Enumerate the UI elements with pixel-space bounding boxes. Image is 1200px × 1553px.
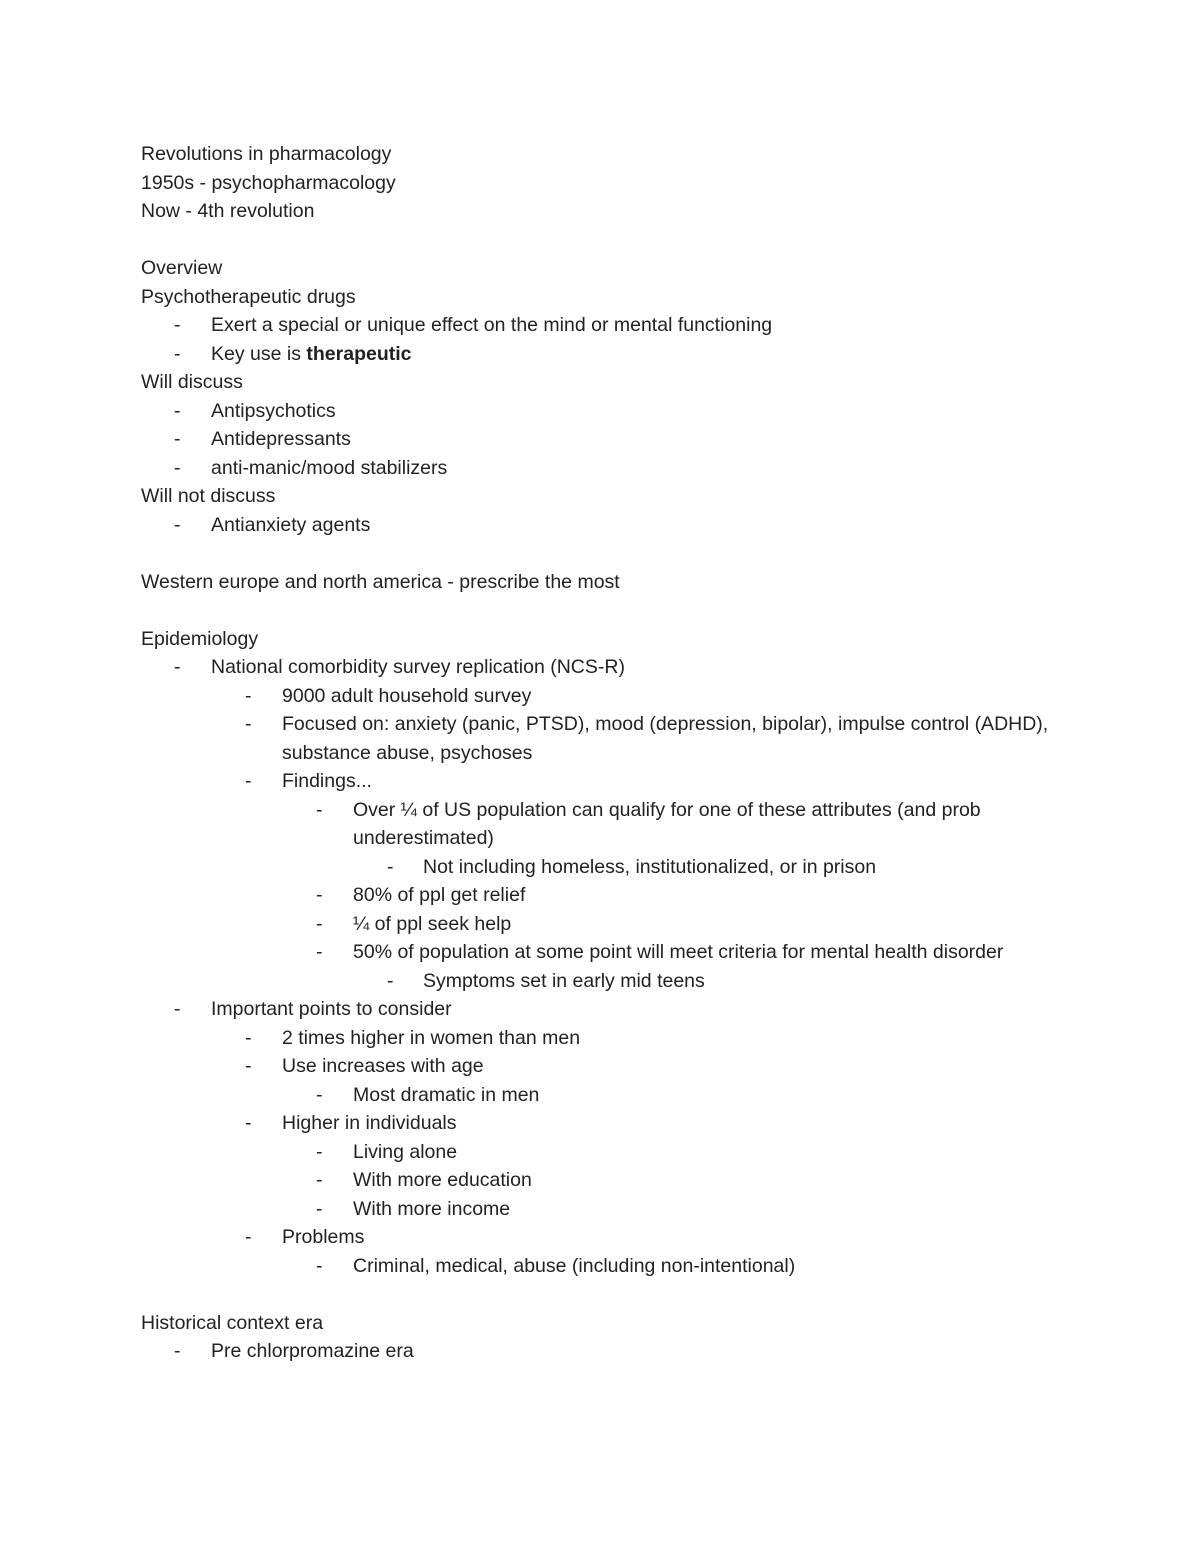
bullet-dash: -: [174, 314, 181, 336]
list-item-text: Important points to consider: [211, 998, 452, 1020]
list-item-text: With more education: [353, 1169, 532, 1191]
bullet-dash: -: [387, 855, 394, 878]
section-epidemiology: Epidemiology: [141, 627, 259, 650]
blank-line: [141, 539, 1061, 568]
list-item: [141, 1109, 1061, 1138]
list-item-text: 50% of population at some point will meet criteria for mental health disorder: [353, 941, 1004, 963]
list-item: [141, 653, 1061, 682]
list-item-text: Use increases with age: [282, 1055, 484, 1077]
bullet-dash: -: [245, 713, 252, 735]
bullet-dash: -: [174, 428, 181, 450]
list-item: [141, 1081, 1061, 1110]
heading-now: Now - 4th revolution: [141, 200, 315, 222]
bullet-dash: -: [316, 798, 323, 821]
list-item-text: National comorbidity survey replication (NCS-R): [211, 656, 625, 678]
blank-line: [141, 596, 1061, 625]
list-item: [141, 967, 1061, 996]
bullet-dash: -: [316, 1083, 323, 1106]
bullet-dash: -: [245, 684, 252, 707]
list-item-text: 9000 adult household survey: [282, 684, 532, 707]
list-item-text: Key use is: [211, 342, 307, 365]
list-item: [141, 425, 1061, 454]
bullet-dash: -: [174, 342, 181, 365]
list-item-text: Antianxiety agents: [211, 513, 371, 536]
bullet-dash: -: [245, 1055, 252, 1077]
subheading-will-not-discuss: Will not discuss: [141, 485, 276, 507]
list-item: [141, 454, 1061, 483]
paragraph-western: Western europe and north america - prescribe the most: [141, 570, 620, 593]
list-item: [141, 1166, 1061, 1195]
subheading-will-discuss: Will discuss: [141, 371, 243, 393]
bullet-dash: -: [174, 1340, 181, 1362]
bullet-dash: -: [174, 513, 181, 536]
list-item: [141, 995, 1061, 1024]
list-item-text: Over ¼ of US population can qualify for one of these attributes (and prob underestimated): [353, 798, 981, 849]
list-item-text: Symptoms set in early mid teens: [423, 969, 705, 992]
list-item: [141, 340, 1061, 369]
bullet-dash: -: [387, 969, 394, 992]
heading-revolutions: Revolutions in pharmacology: [141, 143, 392, 165]
bullet-dash: -: [174, 656, 181, 678]
bullet-dash: -: [245, 1026, 252, 1049]
blank-line: [141, 226, 1061, 255]
list-item: [141, 1337, 1061, 1366]
list-item: [141, 1252, 1061, 1281]
list-item: [141, 1052, 1061, 1081]
list-item-text: Not including homeless, institutionalized, or in prison: [423, 855, 877, 878]
heading-1950s: 1950s - psychopharmacology: [141, 171, 396, 194]
bullet-dash: -: [316, 1169, 323, 1191]
list-item-text: Antidepressants: [211, 428, 351, 450]
list-item-text: Exert a special or unique effect on the mind or mental functioning: [211, 314, 773, 336]
bullet-dash: -: [316, 884, 323, 906]
blank-line: [141, 1280, 1061, 1309]
list-item: [141, 938, 1061, 967]
list-item-text: 2 times higher in women than men: [282, 1026, 581, 1049]
list-item-text: Most dramatic in men: [353, 1083, 540, 1106]
bullet-dash: -: [316, 1197, 323, 1220]
list-item-text: ¼ of ppl seek help: [353, 912, 512, 935]
list-item: [141, 767, 1061, 796]
list-item: [141, 397, 1061, 426]
bullet-dash: -: [316, 1140, 323, 1163]
list-item-text: Pre chlorpromazine era: [211, 1340, 414, 1362]
list-item-text: Antipsychotics: [211, 399, 336, 422]
bullet-dash: -: [316, 941, 323, 963]
list-item: [141, 1138, 1061, 1167]
list-item: [141, 910, 1061, 939]
bullet-dash: -: [174, 399, 181, 422]
list-item: [141, 682, 1061, 711]
list-item-text: Findings...: [282, 770, 372, 792]
list-item: [141, 1195, 1061, 1224]
list-item-text: anti-manic/mood stabilizers: [211, 456, 448, 479]
bullet-dash: -: [174, 998, 181, 1020]
list-item: [141, 796, 1061, 853]
document-body: [141, 140, 1061, 1366]
bold-term: therapeutic: [306, 342, 412, 365]
list-item: [141, 710, 1061, 767]
bullet-dash: -: [245, 1112, 252, 1134]
bullet-dash: -: [245, 770, 252, 792]
list-item-text: With more income: [353, 1197, 511, 1220]
bullet-dash: -: [316, 912, 323, 935]
section-historical-context: Historical context era: [141, 1311, 324, 1334]
list-item-text: Problems: [282, 1226, 365, 1248]
list-item-text: Living alone: [353, 1140, 458, 1163]
list-item-text: Criminal, medical, abuse (including non-intentional): [353, 1254, 796, 1277]
list-item: [141, 1024, 1061, 1053]
list-item: [141, 853, 1061, 882]
list-item: [141, 881, 1061, 910]
list-item-text: 80% of ppl get relief: [353, 884, 526, 906]
subheading-psychotherapeutic-drugs: Psychotherapeutic drugs: [141, 285, 356, 308]
bullet-dash: -: [245, 1226, 252, 1248]
list-item: [141, 1223, 1061, 1252]
list-item-text: Focused on: anxiety (panic, PTSD), mood (depression, bipolar), impulse control (ADHD), substance abuse, psychoses: [282, 713, 1049, 764]
list-item: [141, 311, 1061, 340]
list-item: [141, 511, 1061, 540]
bullet-dash: -: [174, 456, 181, 479]
bullet-dash: -: [316, 1254, 323, 1277]
list-item-text: Higher in individuals: [282, 1112, 457, 1134]
section-overview: Overview: [141, 257, 223, 279]
